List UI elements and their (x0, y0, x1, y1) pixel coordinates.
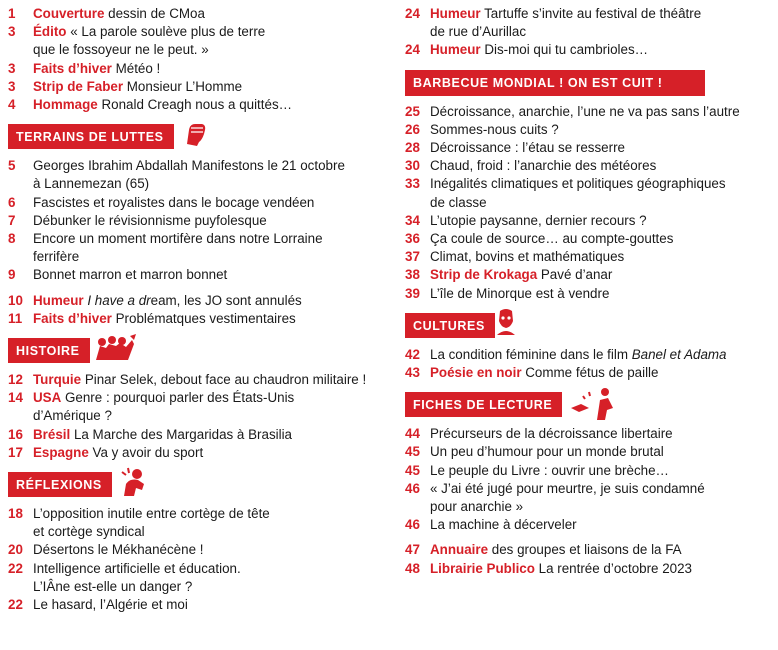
entry-keyword: Strip de Faber (33, 78, 124, 94)
entry-title: Sommes-nous cuits ? (430, 121, 559, 137)
entry-continuation: et cortège syndical (33, 524, 145, 540)
entry-text (430, 364, 777, 382)
toc-entry (405, 157, 777, 175)
page-number: 6 (8, 194, 16, 210)
entry-text (430, 266, 777, 284)
toc-entry (8, 310, 384, 328)
entry-keyword: Humeur (430, 42, 481, 58)
entry-text (33, 389, 384, 425)
section-terrains-title: TERRAINS DE LUTTES (8, 124, 174, 149)
page-number: 34 (405, 212, 420, 228)
page-number: 4 (8, 97, 16, 113)
entry-text (430, 121, 777, 139)
entry-text (33, 596, 384, 614)
entry-title: Décroissance, anarchie, l’une ne va pas sans l’autre (430, 103, 740, 119)
entry-keyword: Édito (33, 24, 67, 40)
entry-title: Monsieur L’Homme (123, 78, 243, 94)
page-number: 28 (405, 140, 420, 156)
section-reflexions (8, 472, 384, 498)
page-number: 36 (405, 231, 420, 247)
entry-text (33, 371, 384, 389)
crowd-icon (94, 332, 138, 367)
entry-text (33, 426, 384, 444)
toc-entry (405, 230, 777, 248)
page-number: 39 (405, 285, 420, 301)
section-cultures-title: CULTURES (405, 313, 495, 338)
entry-title: Pavé d’anar (537, 267, 613, 283)
entry-title: Fascistes et royalistes dans le bocage vendéen (33, 194, 315, 210)
toc-entry (405, 175, 777, 211)
entry-title: Débunker le révisionnisme puyfolesque (33, 212, 267, 228)
entry-text (430, 139, 777, 157)
section-cultures (405, 313, 777, 339)
page-number: 46 (405, 480, 420, 496)
toc-entry (405, 285, 777, 303)
entry-text (33, 194, 384, 212)
page-number: 12 (8, 372, 23, 388)
page-number: 48 (405, 560, 420, 576)
entry-continuation: à Lannemezan (65) (33, 176, 150, 192)
entry-keyword: Brésil (33, 426, 71, 442)
entry-text (430, 443, 777, 461)
toc-entry (405, 425, 777, 443)
page-number: 24 (405, 42, 420, 58)
toc-entry (405, 139, 777, 157)
entry-keyword: Strip de Krokaga (430, 267, 538, 283)
entry-keyword: Annuaire (430, 542, 489, 558)
entry-title: Encore un moment mortifère dans notre Lorraine (33, 231, 323, 247)
thinker-icon (118, 466, 150, 503)
page-number: 16 (8, 426, 23, 442)
entry-text (33, 78, 384, 96)
toc-entry (8, 541, 384, 559)
entry-text (430, 462, 777, 480)
entry-title: Pinar Selek, debout face au chaudron militaire ! (81, 372, 367, 388)
entry-text (430, 425, 777, 443)
toc-entry (405, 560, 777, 578)
entry-title-rest: eam, les JO sont annulés (150, 292, 302, 308)
toc-entry (8, 60, 384, 78)
entry-title: Ça coule de source… au compte-gouttes (430, 231, 674, 247)
entry-continuation: que le fossoyeur ne le peut. » (33, 42, 209, 58)
page-number: 46 (405, 517, 420, 533)
entry-text (430, 285, 777, 303)
section-histoire (8, 338, 384, 364)
entry-title: dessin de CMoa (104, 6, 205, 21)
reader-icon (567, 386, 617, 427)
page-number: 45 (405, 462, 420, 478)
entry-title: Va y avoir du sport (88, 444, 204, 460)
section-barbecue-title: BARBECUE MONDIAL ! ON EST CUIT ! (405, 70, 673, 95)
entry-text (33, 310, 384, 328)
toc-entry (405, 212, 777, 230)
entry-title: La condition féminine dans le film (430, 346, 632, 362)
section-terrains (8, 124, 384, 150)
entry-keyword: Poésie en noir (430, 365, 522, 381)
toc-entry (8, 230, 384, 266)
entry-text (33, 444, 384, 462)
entry-text (430, 516, 777, 534)
entry-text (430, 103, 777, 121)
entry-title: Problématques vestimentaires (111, 310, 296, 326)
page-number: 18 (8, 506, 23, 522)
toc-entry (8, 560, 384, 596)
page-number: 44 (405, 426, 420, 442)
mask-icon (491, 307, 521, 342)
entry-text (33, 505, 384, 541)
entry-text (33, 60, 384, 78)
toc-entry (405, 346, 777, 364)
section-barbecue (405, 70, 705, 96)
toc-entry (8, 371, 384, 389)
page-number: 37 (405, 249, 420, 265)
toc-entry (8, 596, 384, 614)
entry-continuation: pour anarchie » (430, 499, 524, 515)
entry-title: « J’ai été jugé pour meurtre, je suis condamné (430, 480, 705, 496)
entry-text (430, 480, 777, 516)
page-number: 45 (405, 444, 420, 460)
toc-entry (8, 157, 384, 193)
entry-text (430, 248, 777, 266)
entry-title: L’utopie paysanne, dernier recours ? (430, 212, 647, 228)
entry-title: Le hasard, l’Algérie et moi (33, 597, 188, 613)
toc-entry (8, 292, 384, 310)
page-number: 42 (405, 346, 420, 362)
entry-title: des groupes et liaisons de la FA (488, 542, 682, 558)
page-number: 33 (405, 176, 420, 192)
page-number: 26 (405, 121, 420, 137)
entry-text (430, 212, 777, 230)
entry-continuation: L’IÂne est-elle un danger ? (33, 578, 193, 594)
right-column (405, 0, 777, 578)
left-column (8, 0, 384, 614)
entry-text (430, 175, 777, 211)
toc-entry (8, 426, 384, 444)
page-number: 3 (8, 60, 16, 76)
entry-title: Bonnet marron et marron bonnet (33, 267, 228, 283)
page-number: 22 (8, 560, 23, 576)
entry-title: Comme fétus de paille (521, 365, 659, 381)
entry-title: La machine à décerveler (430, 517, 577, 533)
entry-title: Intelligence artificielle et éducation. (33, 560, 241, 576)
entry-text (430, 560, 777, 578)
page-number: 24 (405, 6, 420, 21)
entry-continuation: de classe (430, 194, 487, 210)
page-number: 43 (405, 365, 420, 381)
toc-entry (8, 212, 384, 230)
page-number: 17 (8, 444, 23, 460)
entry-text (33, 560, 384, 596)
entry-text (33, 230, 384, 266)
entry-text (430, 230, 777, 248)
page-number: 38 (405, 267, 420, 283)
entry-italic: I have a dr (87, 292, 151, 308)
toc-entry (8, 389, 384, 425)
entry-title: La Marche des Margaridas à Brasilia (70, 426, 293, 442)
toc-entry (8, 96, 384, 114)
section-fiches-title: FICHES DE LECTURE (405, 392, 562, 417)
section-histoire-title: HISTOIRE (8, 338, 90, 363)
entry-italic: Banel et Adama (631, 346, 727, 362)
entry-text (430, 346, 777, 364)
entry-title: « La parole soulève plus de terre (66, 24, 266, 40)
page-number: 11 (8, 310, 23, 326)
page-number: 7 (8, 212, 16, 228)
entry-text (33, 157, 384, 193)
entry-keyword: USA (33, 390, 62, 406)
entry-title: Précurseurs de la décroissance libertaire (430, 426, 673, 442)
toc-entry (405, 121, 777, 139)
entry-text (33, 5, 384, 23)
entry-title: Dis-moi qui tu cambrioles… (480, 42, 649, 58)
entry-text (33, 212, 384, 230)
page-number: 3 (8, 78, 16, 94)
entry-keyword: Hommage (33, 97, 98, 113)
entry-title: Chaud, froid : l’anarchie des météores (430, 158, 657, 174)
page-number: 30 (405, 158, 420, 174)
toc-entry (405, 541, 777, 559)
entry-text (430, 5, 777, 41)
entry-text (33, 23, 384, 59)
toc-entry (8, 23, 384, 59)
page-number: 22 (8, 597, 23, 613)
toc-entry (8, 266, 384, 284)
entry-text (430, 157, 777, 175)
toc-entry (405, 443, 777, 461)
toc-entry (405, 364, 777, 382)
entry-text (430, 41, 777, 59)
toc-entry (405, 462, 777, 480)
toc-entry (8, 444, 384, 462)
entry-continuation: d’Amérique ? (33, 408, 112, 424)
page-number: 14 (8, 390, 23, 406)
entry-text (430, 541, 777, 559)
toc-entry (405, 266, 777, 284)
toc-entry (405, 41, 777, 59)
toc-entry (405, 516, 777, 534)
section-fiches (405, 392, 777, 418)
entry-keyword: Humeur (33, 292, 84, 308)
entry-keyword: Couverture (33, 6, 105, 21)
toc-entry (8, 194, 384, 212)
toc-entry (8, 5, 384, 23)
entry-text (33, 292, 384, 310)
entry-text (33, 266, 384, 284)
entry-title: Décroissance : l’étau se resserre (430, 140, 625, 156)
page-number: 20 (8, 542, 23, 558)
entry-title: Climat, bovins et mathématiques (430, 249, 625, 265)
entry-title: L’opposition inutile entre cortège de tête (33, 506, 270, 522)
entry-continuation: de rue d’Aurillac (430, 24, 527, 40)
toc-entry (405, 5, 777, 41)
entry-keyword: Faits d’hiver (33, 310, 112, 326)
page-number: 8 (8, 231, 16, 247)
toc-entry (405, 248, 777, 266)
entry-title: La rentrée d’octobre 2023 (534, 560, 693, 576)
page-number: 25 (405, 103, 420, 119)
page-number: 1 (8, 6, 16, 21)
entry-title: L’île de Minorque est à vendre (430, 285, 610, 301)
entry-title: Genre : pourquoi parler des États-Unis (61, 390, 295, 406)
toc-entry (8, 78, 384, 96)
entry-keyword: Librairie Publico (430, 560, 535, 576)
fist-icon (180, 118, 210, 153)
entry-title: Ronald Creagh nous a quittés… (97, 97, 293, 113)
page-number: 47 (405, 542, 420, 558)
entry-keyword: Humeur (430, 6, 481, 21)
entry-title: Inégalités climatiques et politiques géographiques (430, 176, 726, 192)
entry-title: Tartuffe s’invite au festival de théâtre (480, 6, 702, 21)
entry-title: Désertons le Mékhanécène ! (33, 542, 204, 558)
page-number: 9 (8, 267, 16, 283)
entry-keyword: Espagne (33, 444, 89, 460)
toc-entry (405, 103, 777, 121)
entry-text (33, 541, 384, 559)
entry-keyword: Faits d’hiver (33, 60, 112, 76)
entry-continuation: ferrifère (33, 249, 80, 265)
entry-title: Météo ! (111, 60, 161, 76)
toc-entry (8, 505, 384, 541)
page-number: 10 (8, 292, 23, 308)
entry-title: Georges Ibrahim Abdallah Manifestons le 21 octobre (33, 158, 345, 174)
section-reflexions-title: RÉFLEXIONS (8, 472, 112, 497)
page-number: 3 (8, 24, 16, 40)
page-number: 5 (8, 158, 16, 174)
toc-entry (405, 480, 777, 516)
entry-title: Un peu d’humour pour un monde brutal (430, 444, 664, 460)
entry-title: Le peuple du Livre : ouvrir une brèche… (430, 462, 669, 478)
entry-keyword: Turquie (33, 372, 82, 388)
entry-text (33, 96, 384, 114)
